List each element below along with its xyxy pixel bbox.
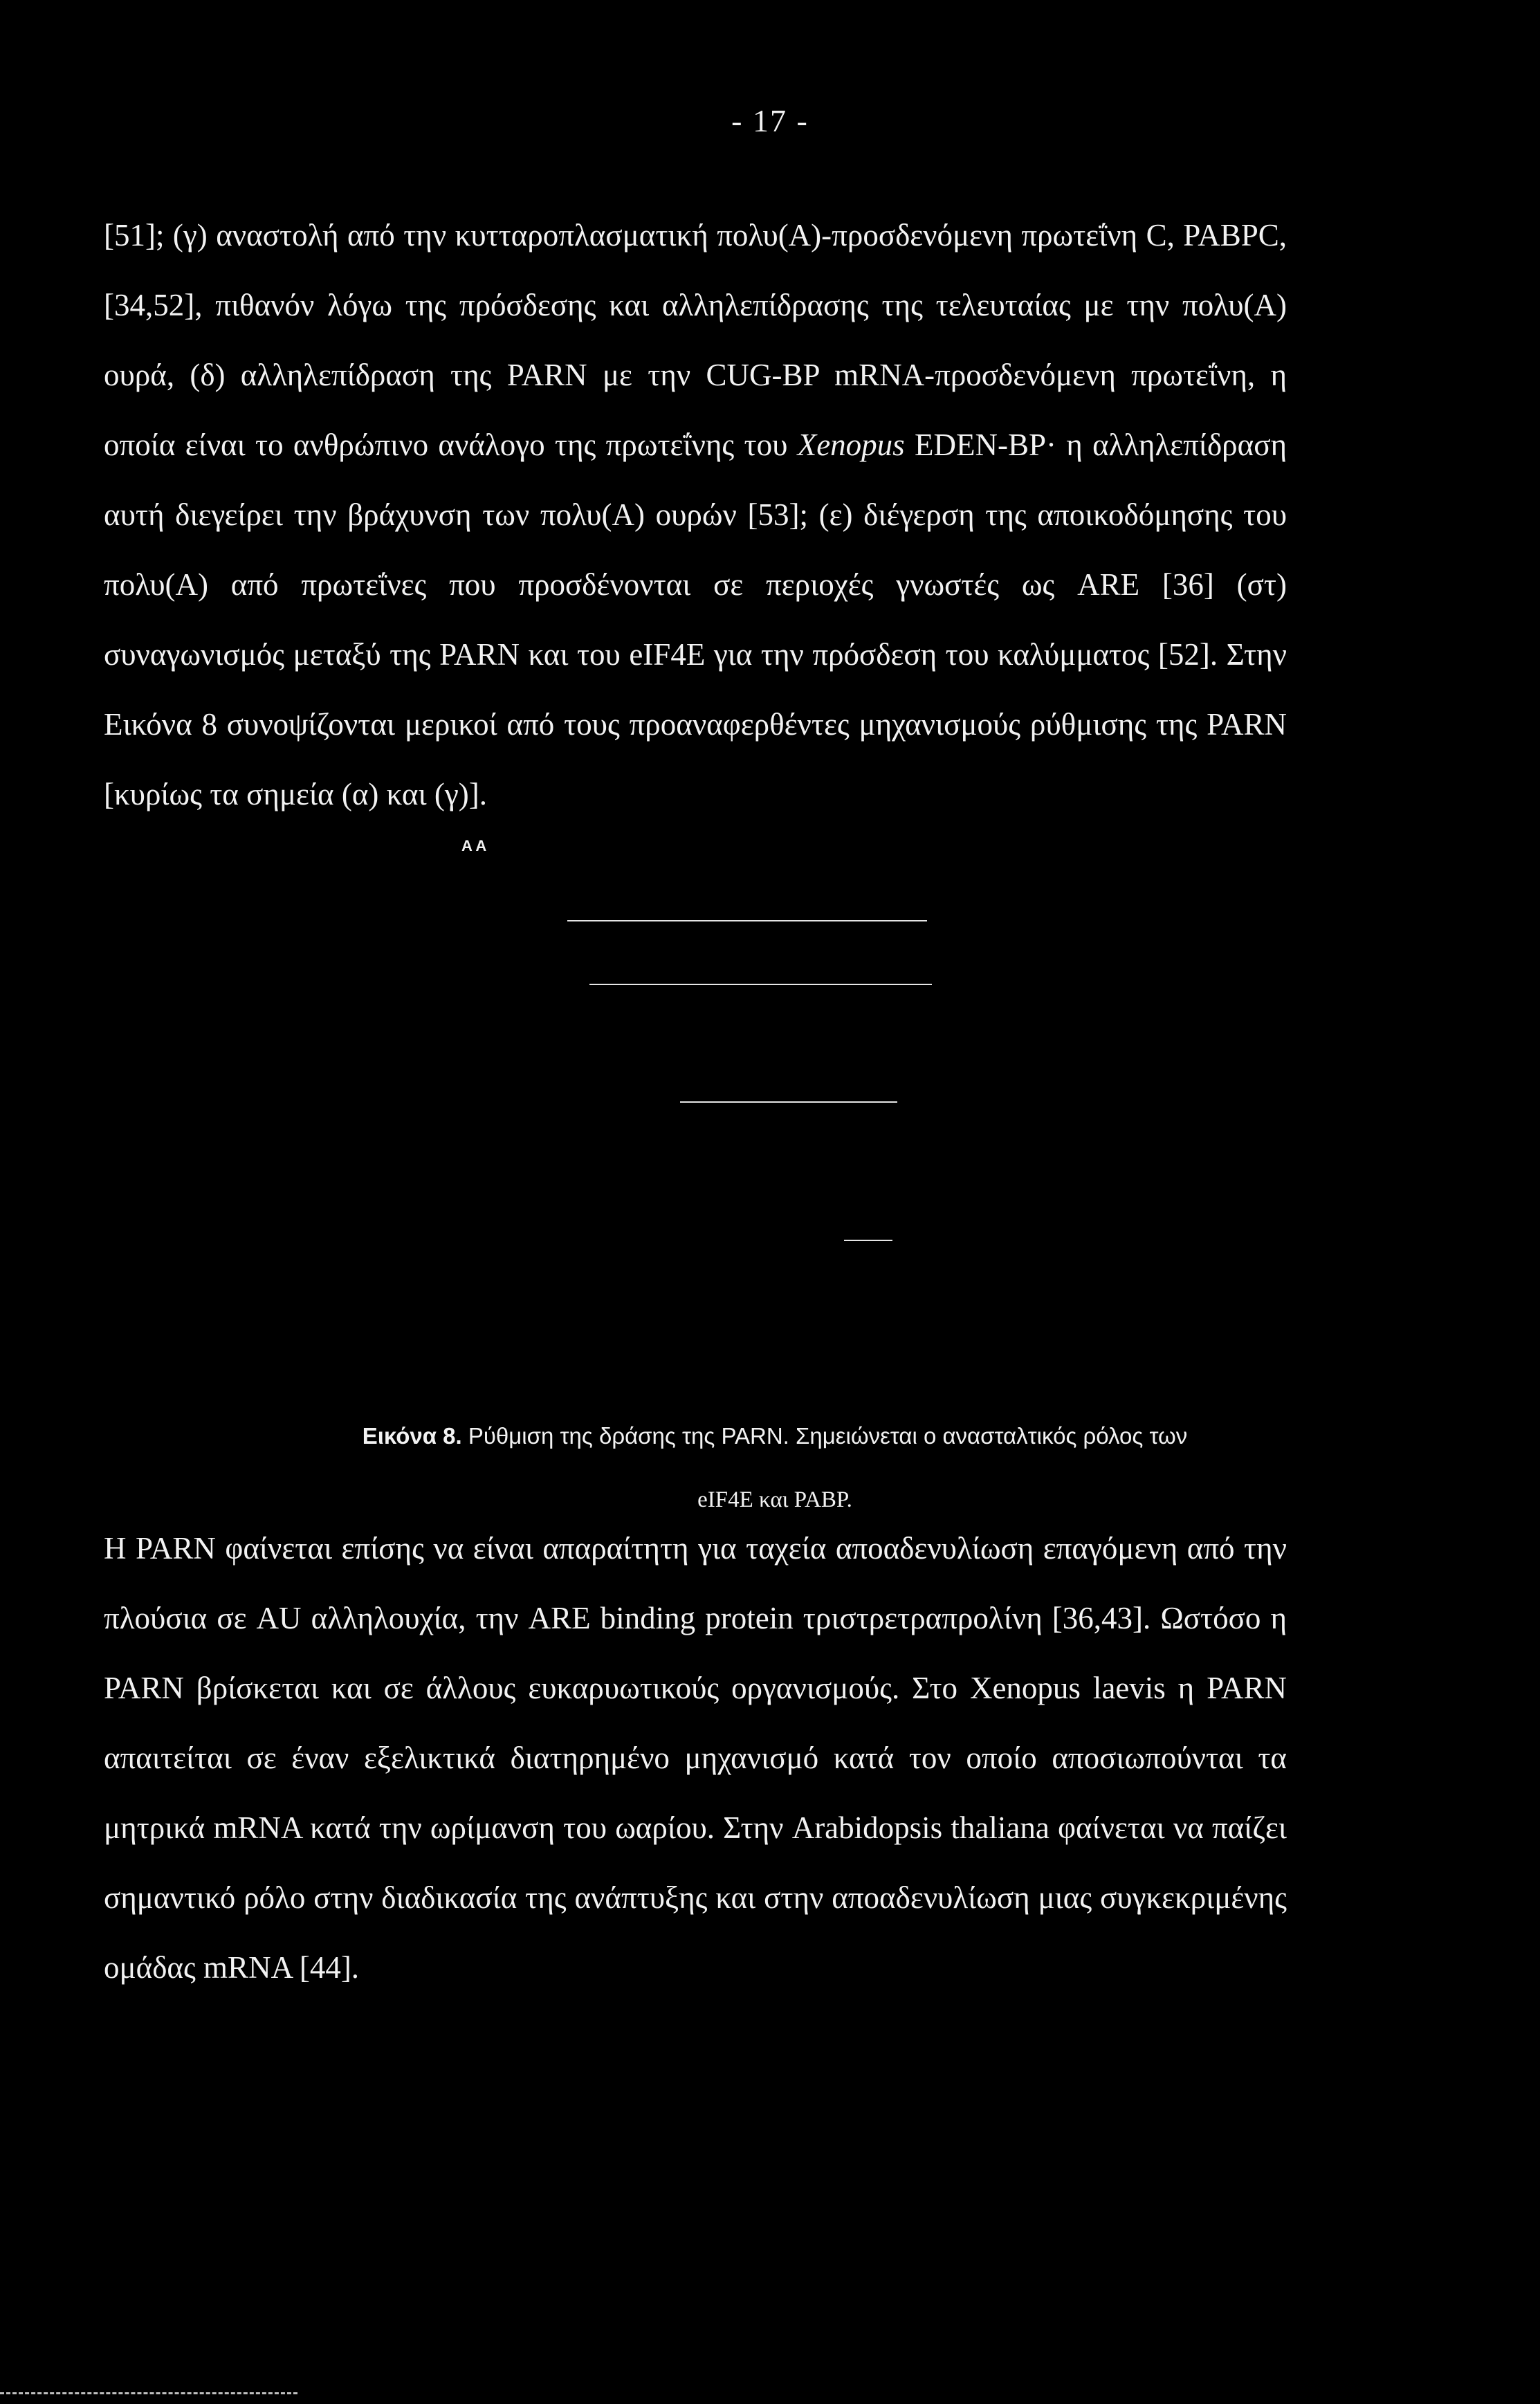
figure-line-3	[680, 1101, 897, 1103]
page-number: - 17 -	[731, 103, 809, 138]
figure-mark: A A	[461, 837, 487, 854]
figure-line-2	[589, 984, 932, 985]
paragraph-1	[104, 201, 1287, 829]
footer-rule	[0, 2392, 297, 2394]
caption-label: Εικόνα 8.	[362, 1423, 462, 1449]
paragraph-1-part1: [51]; (γ) αναστολή από την κυτταροπλασματική πολυ(Α)-προσδενόμενη πρωτεΐνη C, PABPC, [34,52], πιθανόν λόγω της πρόσδεσης και αλληλεπίδρασης της τελευταίας με την πολυ(Α) ουρά, (δ) αλληλεπίδραση της PARN με την CUG-BP mRNA-προσδενόμενη πρωτεΐνη, η οποία είναι το ανθρώπινο ανάλογο της πρωτεΐνης του	[104, 218, 1287, 462]
figure-caption	[256, 1404, 1294, 1532]
paragraph-1-part2: EDEN-BP· η αλληλεπίδραση αυτή διεγείρει την βράχυνση των πολυ(Α) ουρών [53]; (ε) διέγερση της αποικοδόμησης του πολυ(Α) από πρωτεΐνες που προσδένονται σε περιοχές γνωστές ως ARE [36] (στ) συναγωνισμός μεταξύ της PARN και του eIF4E για την πρόσδεση του καλύμματος [52]. Στην Εικόνα 8 συνοψίζονται μερικοί από τους προαναφερθέντες μηχανισμούς ρύθμισης της PARN [κυρίως τα σημεία (α) και (γ)].	[104, 428, 1287, 811]
paragraph-2: Η PARN φαίνεται επίσης να είναι απαραίτητη για ταχεία αποαδενυλίωση επαγόμενη από την πλούσια σε AU αλληλουχία, την ARE binding protein τριστρετραπρολίνη [36,43]. Ωστόσο η PARN βρίσκεται και σε άλλους ευκαρυωτικούς οργανισμούς. Στο Xenopus laevis η PARN απαιτείται σε έναν εξελικτικά διατηρημένο μηχανισμό κατά τον οποίο αποσιωπούνται τα μητρικά mRNA κατά την ωρίμανση του ωαρίου. Στην Arabidopsis thaliana φαίνεται να παίζει σημαντικό ρόλο στην διαδικασία της ανάπτυξης και στην αποαδενυλίωση μιας συγκεκριμένης ομάδας mRNA [44].	[104, 1531, 1287, 1985]
figure-line-4	[844, 1240, 892, 1241]
caption-line2: eIF4E και PABP.	[697, 1487, 852, 1512]
caption-text: Ρύθμιση της δράσης της PARN. Σημειώνεται ο ανασταλτικός ρόλος των	[468, 1423, 1188, 1449]
figure-line-1	[567, 920, 927, 921]
species-name: Xenopus	[797, 428, 905, 462]
